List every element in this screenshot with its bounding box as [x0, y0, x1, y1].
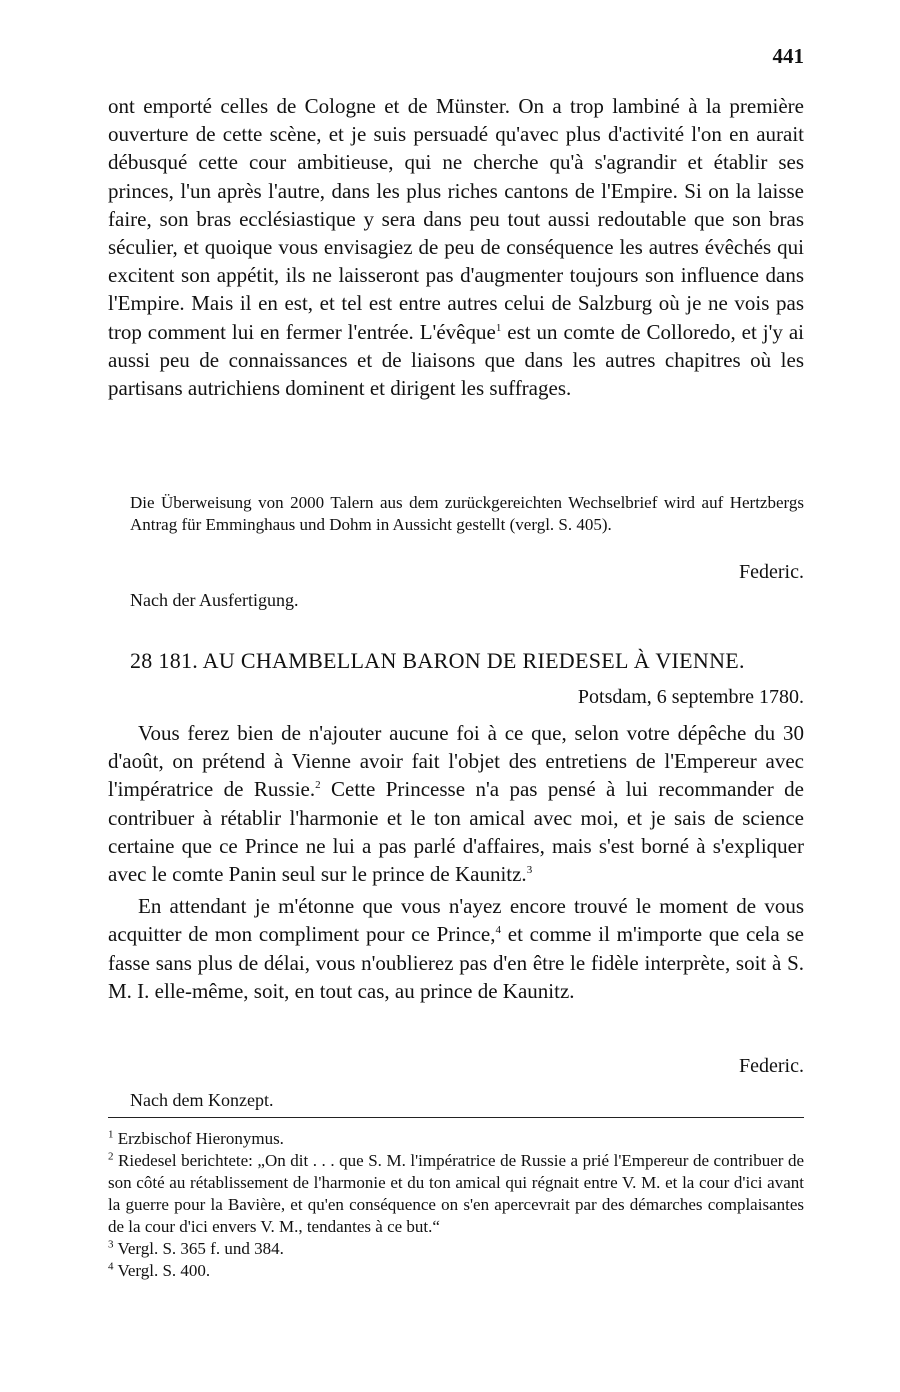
paragraph-text: Cette Princesse n'a pas pensé à lui recommander de contribuer à rétablir l'harmonie et le ton amical avec moi, et je sais de science certaine que ce Prince ne lui a pas parlé d'affaires, mais s'est borné à s'expliquer avec le comte Panin seul sur le prince de Kaunitz.: [108, 777, 804, 887]
letter-continuation-paragraph: [108, 92, 804, 402]
paragraph-text: Vous ferez bien de n'ajouter aucune foi à ce que, selon votre dépêche du 30 d'août, on prétend à Vienne avoir fait l'objet des entretiens de l'Empereur avec l'impératrice de Russie.: [108, 721, 804, 802]
footnote-marker: 4: [108, 1260, 114, 1273]
footnote: [108, 1128, 804, 1150]
footnote-marker: 3: [526, 864, 533, 877]
footnote: [108, 1150, 804, 1238]
footnotes: [108, 1128, 804, 1282]
letter-continuation: [108, 92, 804, 402]
footnote-marker: 1: [108, 1128, 114, 1141]
footnote-text: Riedesel berichtete: „On dit . . . que S. M. l'impératrice de Russie a prié l'Empereur de contribuer de son côté au rétablissement de l'harmonie et du ton amical qui régnait entre V. M. et la cour d'ici avant la guerre pour la Bavière, et qu'en conséquence on s'en apercevrait par des démarches complaisantes de la cour d'ici envers V. M., tendantes à ce but.“: [108, 1151, 804, 1236]
paragraph-text: En attendant je m'étonne que vous n'ayez encore trouvé le moment de vous acquitter de mon compliment pour ce Prince,: [108, 894, 804, 947]
editorial-note: Die Überweisung von 2000 Talern aus dem zurückgereichten Wechselbrief wird auf Hertzbergs Antrag für Emminghaus und Dohm in Aussicht gestellt (vergl. S. 405).: [130, 493, 804, 534]
paragraph-text: et comme il m'importe que cela se fasse sans plus de délai, vous n'oublierez pas d'en être le fidèle interprète, soit à S. M. I. elle-même, soit, en tout cas, au prince de Kaunitz.: [108, 922, 804, 1003]
signature: Federic.: [739, 1055, 804, 1077]
footnote: [108, 1238, 804, 1260]
footnote-divider: [108, 1117, 804, 1118]
letter-body: [108, 719, 804, 1005]
source-note: Nach dem Konzept.: [130, 1090, 274, 1110]
footnote-text: Vergl. S. 400.: [113, 1261, 211, 1280]
letter-date: Potsdam, 6 septembre 1780.: [577, 686, 804, 708]
footnote-marker: 2: [108, 1150, 114, 1163]
letter-heading: 28 181. AU CHAMBELLAN BARON DE RIEDESEL À VIENNE.: [130, 648, 745, 673]
footnote-text: Erzbischof Hieronymus.: [113, 1129, 284, 1148]
letter-paragraph: [108, 892, 804, 1005]
page-number: 441: [772, 44, 804, 68]
footnote-marker: 1: [495, 321, 502, 334]
footnote-marker: 2: [315, 779, 321, 792]
signature: Federic.: [739, 561, 804, 583]
footnote-text: Vergl. S. 365 f. und 384.: [113, 1239, 284, 1258]
letter-paragraph: [108, 719, 804, 888]
paragraph-text: ont emporté celles de Cologne et de Münster. On a trop lambiné à la première ouverture de cette scène, et je suis persuadé qu'avec plus d'activité l'on en aurait débusqué cette cour ambitieuse, qui ne cherche qu'à s'agrandir et établir ses princes, l'un après l'autre, dans les plus riches cantons de l'Empire. Si on la laisse faire, son bras ecclésiastique y sera dans peu tout aussi redoutable que son bras séculier, et quoique vous envisagiez de peu de conséquence les autres évêchés qui excitent son appétit, ils ne laisseront pas d'augmenter toujours son influence dans l'Empire. Mais il en est, et tel est entre autres celui de Salzburg où je ne vois pas trop comment lui en fermer l'entrée. L'évêque: [108, 94, 804, 344]
footnote-marker: 4: [495, 924, 502, 937]
source-note: Nach der Ausfertigung.: [130, 590, 299, 610]
paragraph-text: est un comte de Colloredo, et j'y ai aussi peu de connaissances et de liaisons que dans les autres chapitres où les partisans autrichiens dominent et dirigent les suffrages.: [108, 319, 804, 401]
footnote-marker: 3: [108, 1238, 114, 1251]
footnote: [108, 1260, 804, 1282]
